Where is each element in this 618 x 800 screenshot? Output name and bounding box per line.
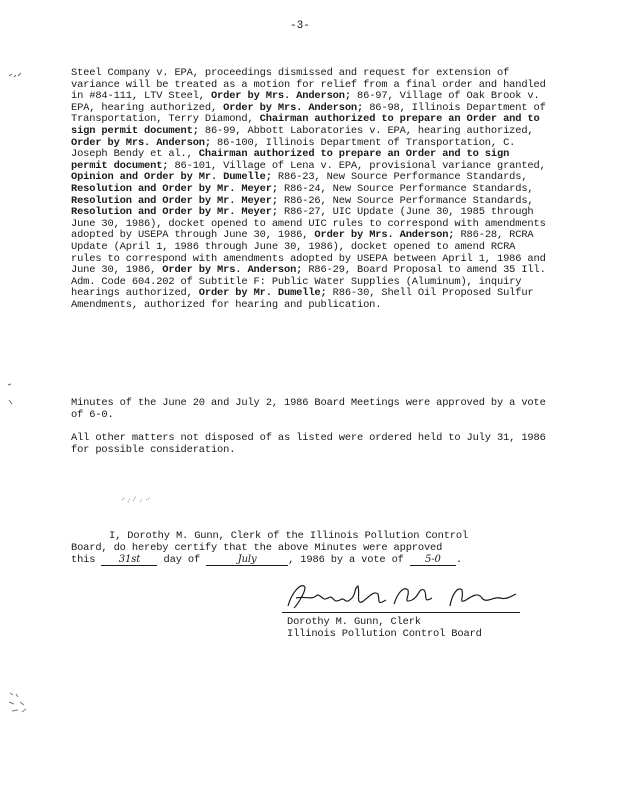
certification-line-3 [71, 554, 551, 566]
agenda-text: 86-97, Village of Oak Brook v. EPA, hearing authorized, [71, 90, 540, 114]
certification-year: , 1986 by a vote of [288, 554, 404, 566]
agenda-text: R86-29, Board Proposal to amend 35 Ill. Adm. Code 604.202 of Subtitle F: Public Water Supplies (Aluminum), inquiry hearings authorized, [71, 264, 546, 300]
day-blank: 31st [101, 555, 157, 566]
order-text: Order by Mrs. Anderson; [223, 101, 364, 114]
handwritten-signature [282, 578, 520, 614]
order-text: Order by Mrs. Anderson; [71, 136, 211, 149]
order-text: Opinion and Order by Mr. Dumelle; [71, 171, 272, 184]
agenda-text: R86-24, New Source Performance Standards, [277, 182, 534, 195]
order-text: Order by Mrs. Anderson; [162, 264, 303, 277]
scan-speck [8, 70, 24, 80]
agenda-text: 86-98, Illinois Department of Transportation, Terry Diamond, [71, 101, 546, 126]
agenda-text: 86-100, Illinois Department of Transportation, C. Joseph Bendy et al., [71, 136, 516, 161]
held-matters-paragraph: All other matters not disposed of as listed were ordered held to July 31, 1986 for possible consideration. [71, 432, 546, 456]
scan-speck [6, 690, 32, 716]
agenda-paragraph [71, 68, 551, 311]
agenda-text: R86-27, UIC Update (June 30, 1985 through June 30, 1986), docket opened to amend UIC rules to correspond with amendments adopted by USEPA through June 30, 1986, [71, 206, 546, 242]
order-text: Chairman authorized to prepare an Order and to sign permit document; [71, 148, 510, 172]
order-text: Resolution and Order by Mr. Meyer; [71, 182, 278, 195]
agenda-text: Steel Company v. EPA, proceedings dismissed and request for extension of variance will be treated as a motion for relief from a final order and handled in #84-111, LTV Steel, [71, 67, 546, 103]
order-text: Resolution and Order by Mr. Meyer; [71, 194, 278, 207]
scan-speck [6, 382, 20, 406]
signature-block [287, 616, 482, 640]
order-text: Resolution and Order by Mr. Meyer; [71, 206, 278, 219]
agenda-text: R86-26, New Source Performance Standards, [277, 194, 534, 207]
agenda-text: R86-30, Shell Oil Proposed Sulfur Amendments, authorized for hearing and publication. [71, 287, 534, 311]
order-text: Order by Mrs. Anderson; [314, 229, 455, 242]
agenda-text: 86-99, Abbott Laboratories v. EPA, hearing authorized, [198, 124, 534, 137]
signature-line [282, 612, 520, 613]
clerk-certification [71, 530, 551, 566]
certification-end: . [455, 554, 462, 566]
certification-line-1: I, Dorothy M. Gunn, Clerk of the Illinois Pollution Control [109, 530, 469, 542]
certification-this: this [71, 554, 96, 566]
order-text: Chairman authorized to prepare an Order and to sign permit document; [71, 113, 540, 137]
agenda-text: 86-101, Village of Lena v. EPA, provisional variance granted, [168, 159, 546, 172]
agenda-text: R86-28, RCRA Update (April 1, 1986 through June 30, 1986), docket opened to amend RCRA rules to correspond with amendments adopted by USEPA between April 1, 1986 and June 30, 1986, [71, 229, 546, 277]
vote-blank: 5-0 [410, 555, 456, 566]
order-text: Order by Mr. Dumelle; [198, 287, 327, 300]
certification-line-2: Board, do hereby certify that the above Minutes were approved [71, 542, 443, 554]
certification-day-of: day of [163, 554, 201, 566]
page-number: -3- [290, 20, 310, 32]
minutes-approval-paragraph: Minutes of the June 20 and July 2, 1986 Board Meetings were approved by a vote of 6-0. [71, 397, 546, 421]
scan-speck [120, 492, 156, 508]
clerk-title: Illinois Pollution Control Board [287, 628, 482, 640]
month-blank: July [206, 555, 288, 566]
clerk-name: Dorothy M. Gunn, Clerk [287, 616, 421, 628]
order-text: Order by Mrs. Anderson; [210, 90, 351, 103]
agenda-text: R86-23, New Source Performance Standards, [271, 171, 528, 184]
